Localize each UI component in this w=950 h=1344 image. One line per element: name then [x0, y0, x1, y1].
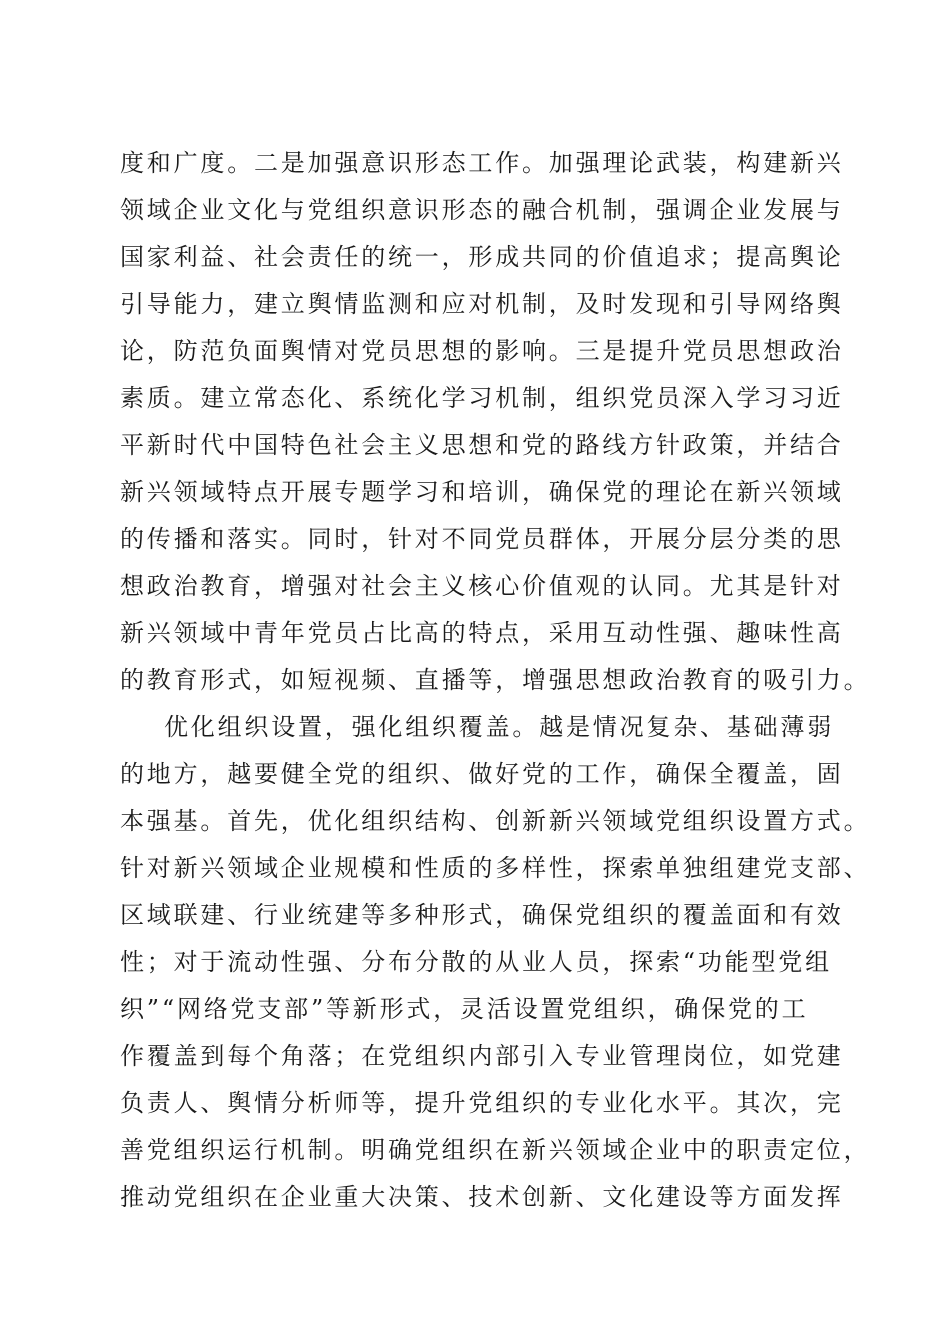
- text-line: 本强基。首先，优化组织结构、创新新兴领域党组织设置方式。: [120, 807, 871, 835]
- text-line: 引导能力，建立舆情监测和应对机制，及时发现和引导网络舆: [120, 290, 844, 318]
- text-line: 领域企业文化与党组织意识形态的融合机制，强调企业发展与: [120, 196, 844, 224]
- text-line: 平新时代中国特色社会主义思想和党的路线方针政策，并结合: [120, 431, 844, 459]
- text-line: 的教育形式，如短视频、直播等，增强思想政治教育的吸引力。: [120, 666, 871, 694]
- text-line: 善党组织运行机制。明确党组织在新兴领域企业中的职责定位，: [120, 1136, 871, 1164]
- text-line: 素质。建立常态化、系统化学习机制，组织党员深入学习习近: [120, 384, 844, 412]
- paragraph-first-line: 优化组织设置，强化组织覆盖。越是情况复杂、基础薄弱: [164, 713, 834, 741]
- text-line: 推动党组织在企业重大决策、技术创新、文化建设等方面发挥: [120, 1183, 844, 1211]
- text-line: 负责人、舆情分析师等，提升党组织的专业化水平。其次，完: [120, 1089, 844, 1117]
- text-line: 论，防范负面舆情对党员思想的影响。三是提升党员思想政治: [120, 337, 844, 365]
- text-line: 作覆盖到每个角落；在党组织内部引入专业管理岗位，如党建: [120, 1042, 844, 1070]
- text-line: 织”“网络党支部”等新形式，灵活设置党组织，确保党的工: [120, 995, 809, 1023]
- text-line: 新兴领域特点开展专题学习和培训，确保党的理论在新兴领域: [120, 478, 844, 506]
- text-line: 度和广度。二是加强意识形态工作。加强理论武装，构建新兴: [120, 149, 844, 177]
- text-line: 的传播和落实。同时，针对不同党员群体，开展分层分类的思: [120, 525, 844, 553]
- text-line: 新兴领域中青年党员占比高的特点，采用互动性强、趣味性高: [120, 619, 844, 647]
- body-text: [120, 140, 880, 1221]
- text-line: 性；对于流动性强、分布分散的从业人员，探索“功能型党组: [120, 948, 832, 976]
- text-line: 针对新兴领域企业规模和性质的多样性，探索单独组建党支部、: [120, 854, 871, 882]
- text-line: 想政治教育，增强对社会主义核心价值观的认同。尤其是针对: [120, 572, 844, 600]
- text-line: 区域联建、行业统建等多种形式，确保党组织的覆盖面和有效: [120, 901, 844, 929]
- text-line: 的地方，越要健全党的组织、做好党的工作，确保全覆盖，固: [120, 760, 844, 788]
- text-line: 国家利益、社会责任的统一，形成共同的价值追求；提高舆论: [120, 243, 844, 271]
